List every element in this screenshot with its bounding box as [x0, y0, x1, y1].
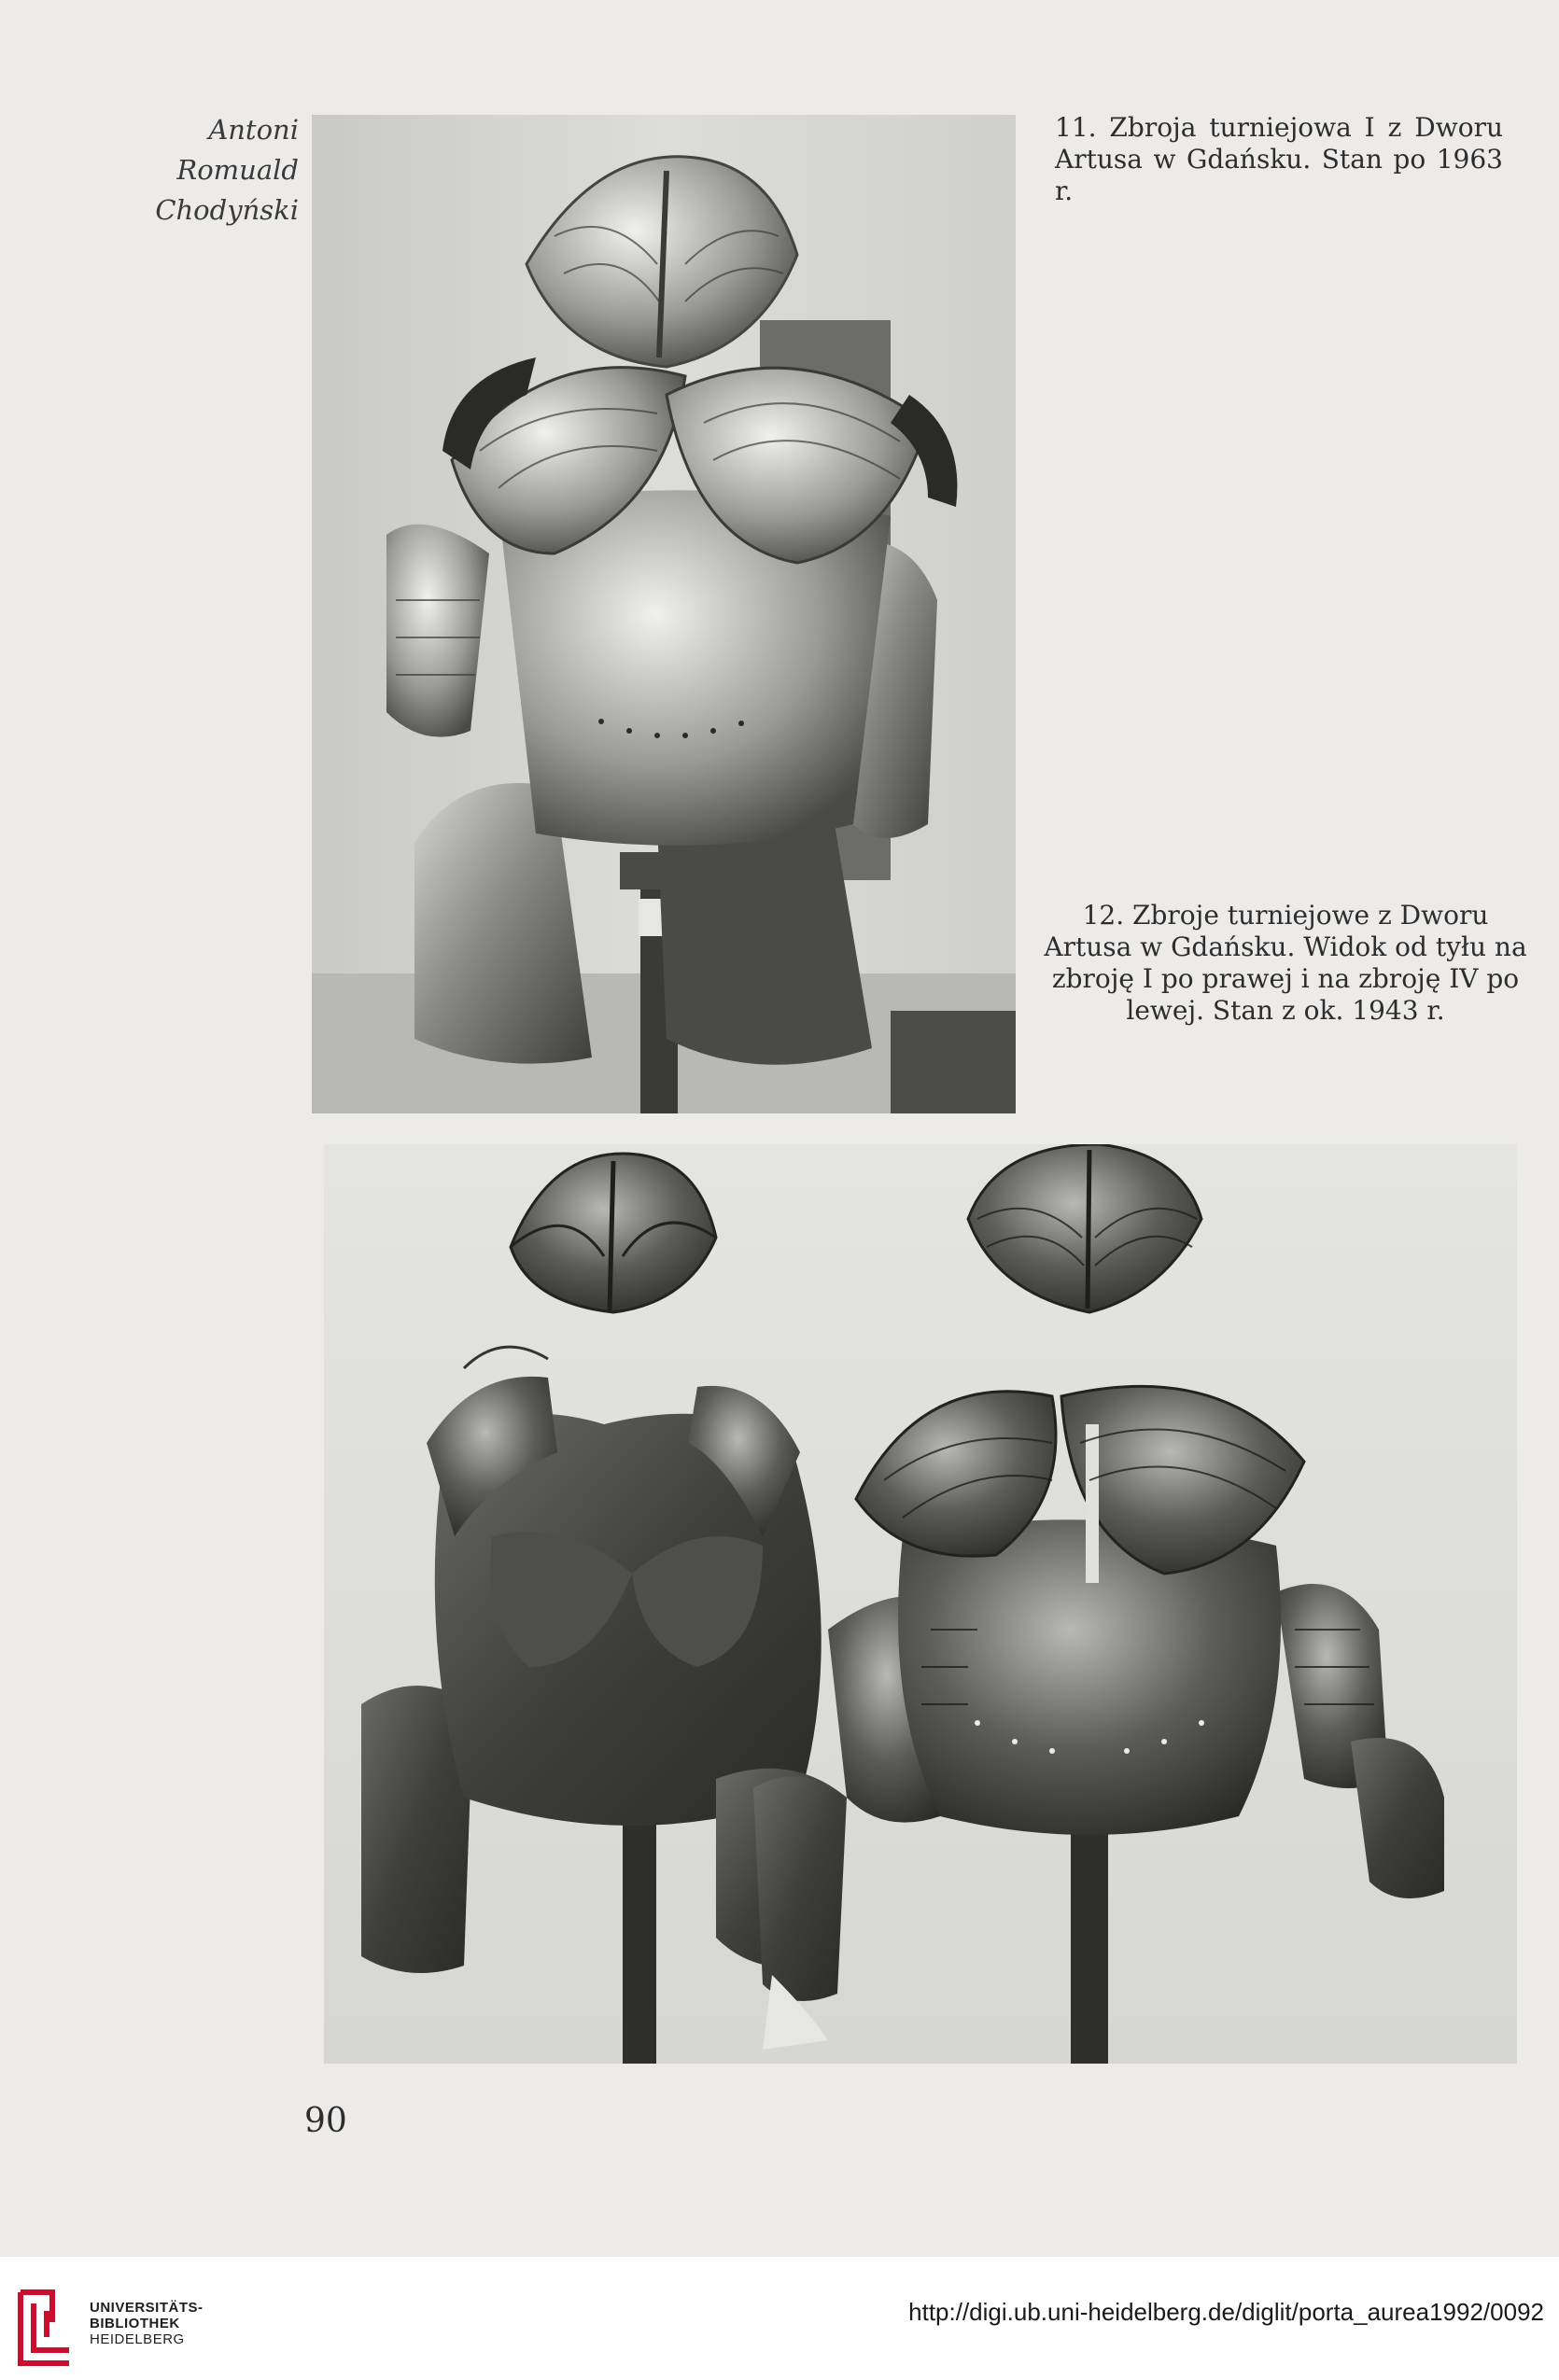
- library-name-line1: UNIVERSITÄTS-: [90, 2300, 204, 2316]
- figure-11-caption: 11. Zbroja turniejowa I z Dworu Artusa w Gdańsku. Stan po 1963 r.: [1055, 112, 1503, 206]
- author-running-head: [112, 110, 299, 231]
- author-first-name: Antoni: [208, 114, 299, 146]
- library-name: [90, 2300, 204, 2347]
- source-url-link[interactable]: http://digi.ub.uni-heidelberg.de/diglit/porta_aurea1992/0092: [908, 2298, 1544, 2326]
- author-middle-name: Romuald: [176, 154, 299, 186]
- digitization-footer: [0, 2257, 1559, 2380]
- library-name-line2: BIBLIOTHEK: [90, 2316, 180, 2331]
- figure-12-photo: [324, 1144, 1517, 2064]
- figure-12-caption: 12. Zbroje turniejowe z Dworu Artusa w Gdańsku. Widok od tyłu na zbroję I po prawej i na zbroję IV po lewej. Stan z ok. 1943 r.: [1044, 900, 1527, 1026]
- library-logo-icon: [15, 2285, 75, 2369]
- figure-11-photo: [312, 115, 1016, 1113]
- author-last-name: Chodyński: [155, 194, 299, 226]
- page-number: 90: [304, 2102, 347, 2140]
- library-name-line3: HEIDELBERG: [90, 2331, 185, 2347]
